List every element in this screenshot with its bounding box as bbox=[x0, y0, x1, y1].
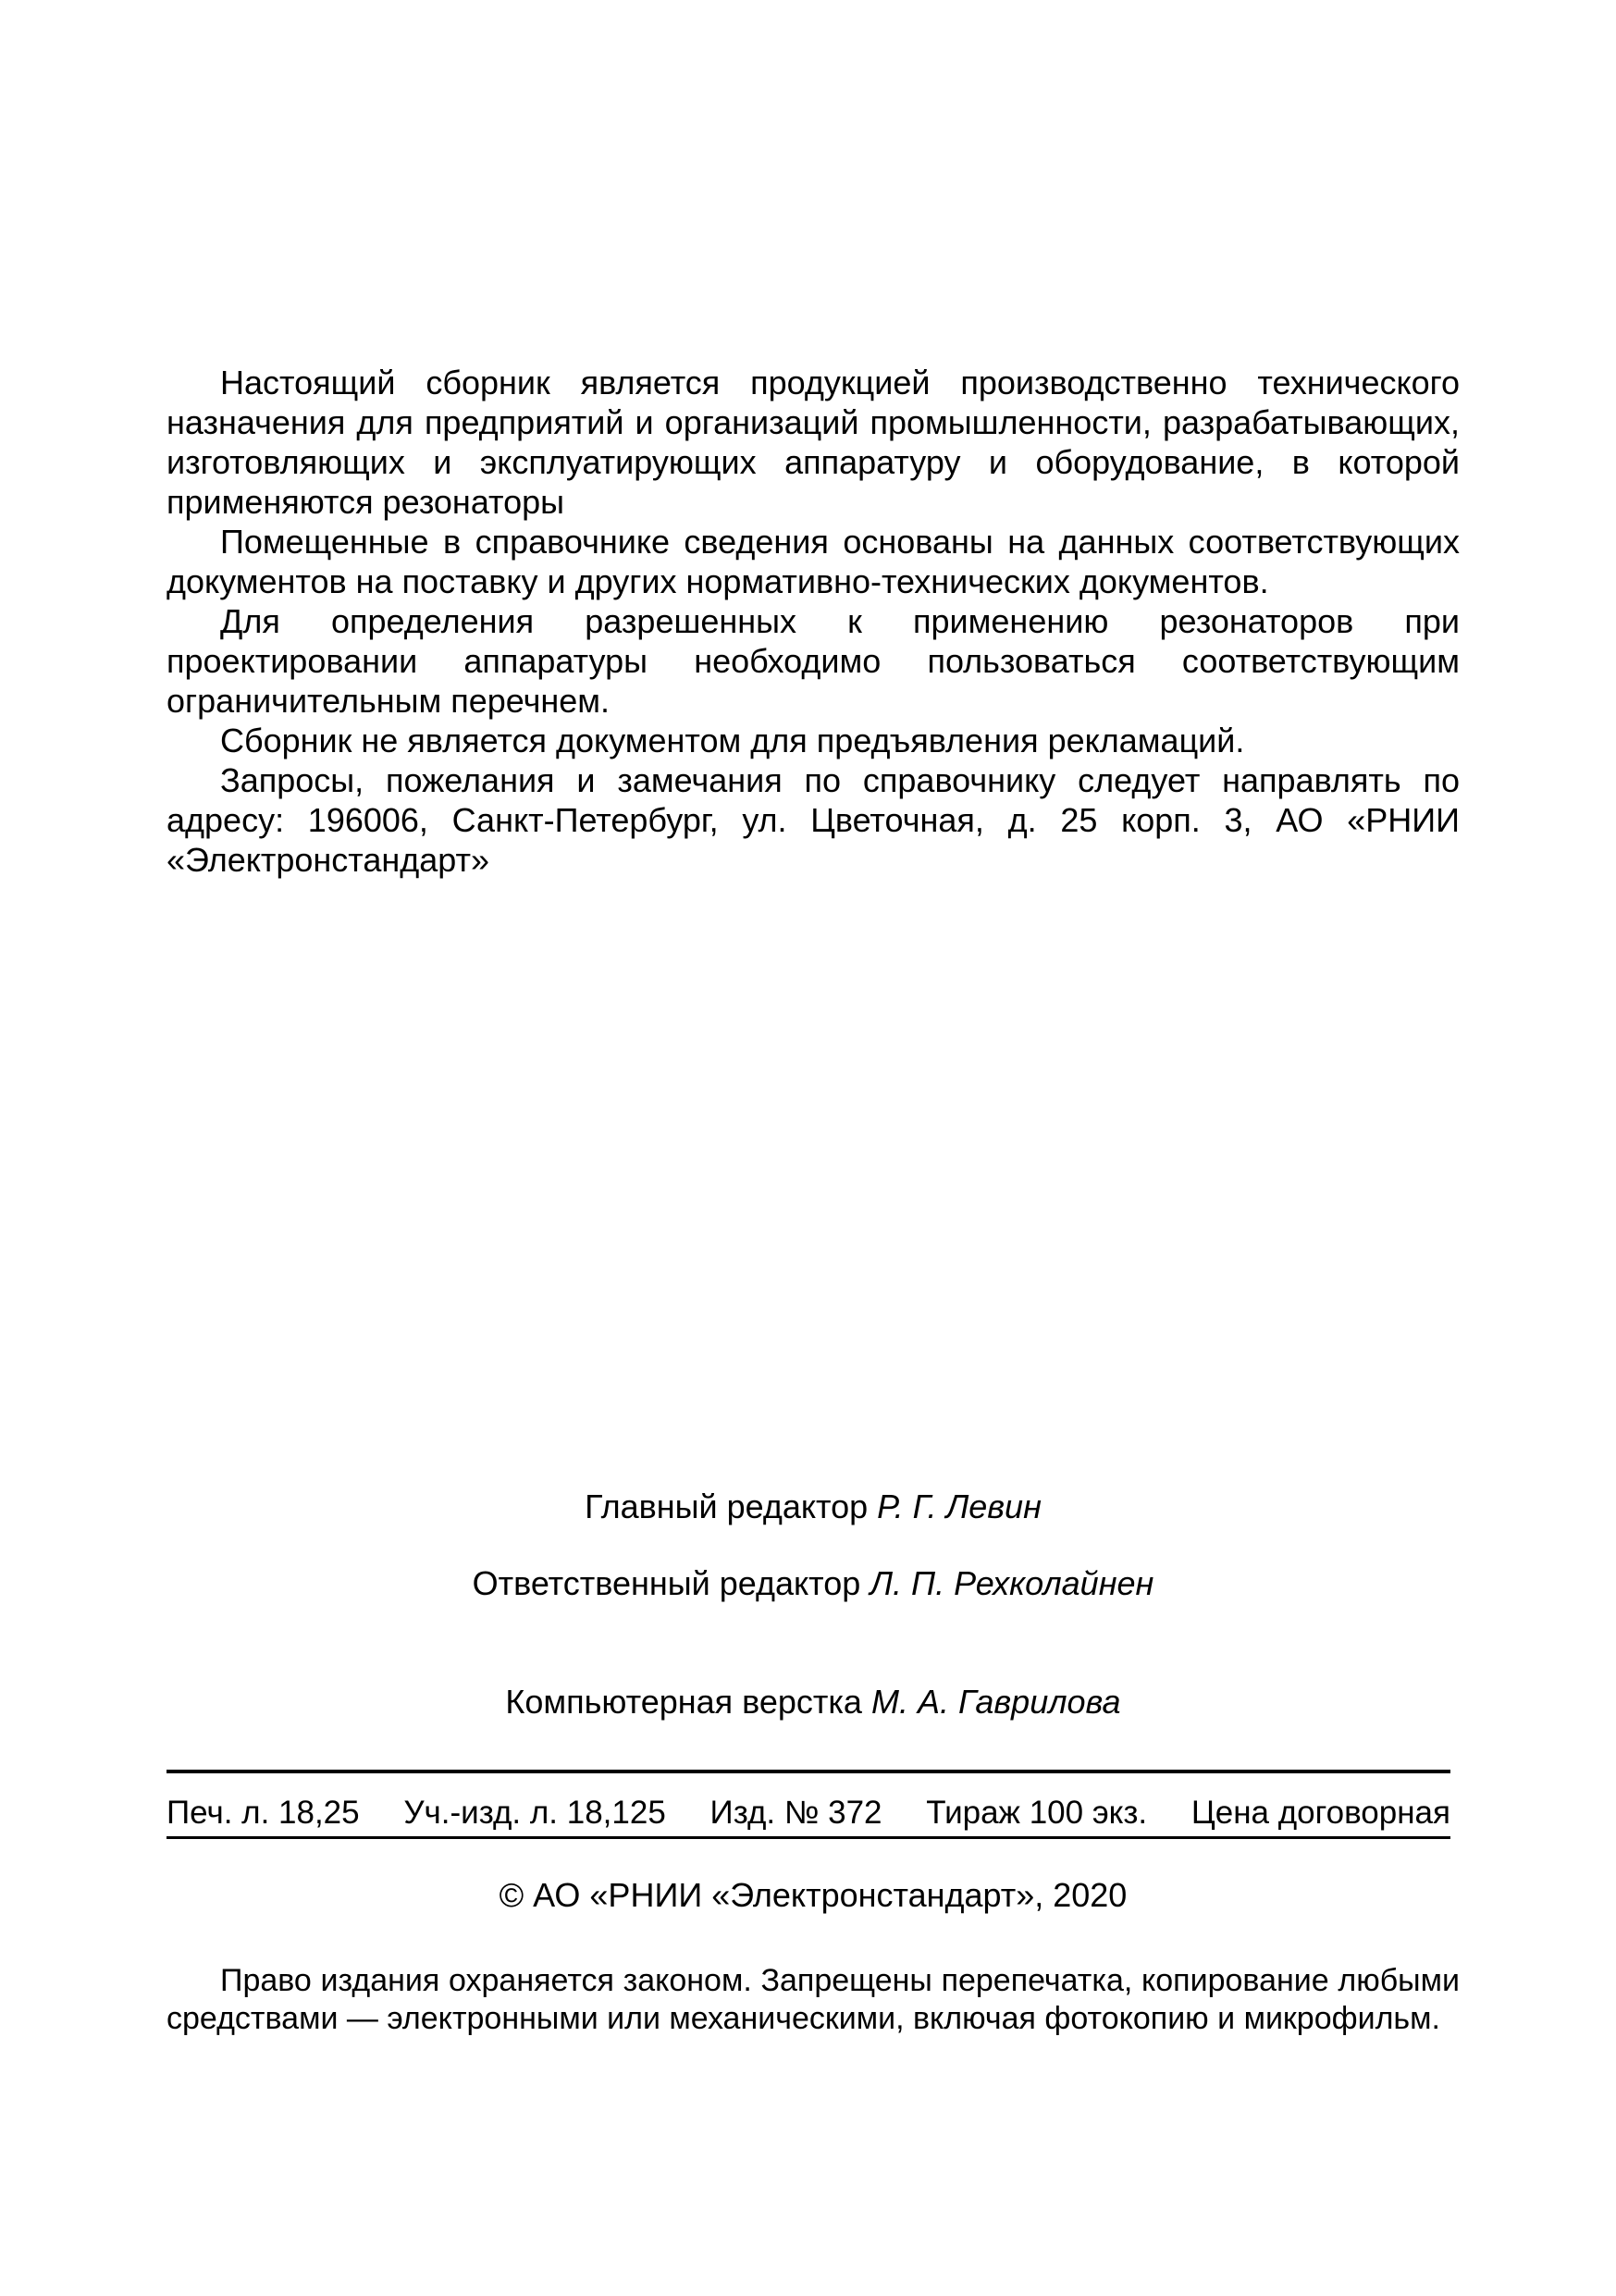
layout-label: Компьютерная верстка bbox=[505, 1683, 862, 1721]
copyright-line: © АО «РНИИ «Электронстандарт», 2020 bbox=[499, 1876, 1128, 1914]
rights-notice-text: Право издания охраняется законом. Запрещены перепечатка, копирование любыми средствами — электронными или механическими, включая фотокопию и микрофильм. bbox=[167, 1963, 1460, 2036]
chief-editor-label: Главный редактор bbox=[585, 1487, 869, 1525]
paragraph-sources: Помещенные в справочнике сведения основаны на данных соответствующих документов на поставку и других нормативно-технических документов. bbox=[167, 523, 1460, 600]
responsible-editor-line bbox=[167, 1563, 1460, 1603]
responsible-editor-name: Л. П. Рехколайнен bbox=[870, 1564, 1154, 1602]
rights-notice bbox=[167, 1962, 1460, 2038]
printed-sheets: Печ. л. 18,25 bbox=[167, 1795, 360, 1831]
body-text bbox=[167, 363, 1460, 880]
paragraph-purpose: Настоящий сборник является продукцией производственно технического назначения для предприятий и организаций промышленности, разрабатывающих, изготовляющих и эксплуатирующих аппаратуру и оборудование, в которой применяются резонаторы bbox=[167, 364, 1460, 521]
layout-name: М. А. Гаврилова bbox=[870, 1683, 1121, 1721]
paragraph-claims: Сборник не является документом для предъявления рекламаций. bbox=[220, 722, 1245, 759]
layout-credit-line bbox=[167, 1682, 1460, 1722]
imprint-bottom-rule bbox=[167, 1836, 1450, 1839]
chief-editor-line bbox=[167, 1487, 1460, 1526]
imprint-top-rule bbox=[167, 1770, 1450, 1773]
chief-editor-name: Р. Г. Левин bbox=[877, 1487, 1042, 1525]
paragraph-contact-address: Запросы, пожелания и замечания по справочнику следует направлять по адресу: 196006, Санкт-Петербург, ул. Цветочная, д. 25 корп. 3, АО «РНИИ «Электронстандарт» bbox=[167, 761, 1460, 879]
responsible-editor-label: Ответственный редактор bbox=[472, 1564, 861, 1602]
publishing-sheets: Уч.-изд. л. 18,125 bbox=[403, 1795, 666, 1831]
edition-number: Изд. № 372 bbox=[709, 1795, 882, 1831]
price: Цена договорная bbox=[1190, 1795, 1450, 1831]
print-run: Тираж 100 экз. bbox=[926, 1795, 1148, 1831]
imprint-line bbox=[167, 1795, 1450, 1832]
paragraph-restrictions: Для определения разрешенных к применению резонаторов при проектировании аппаратуры необходимо пользоваться соответствующим ограничительным перечнем. bbox=[167, 602, 1460, 720]
